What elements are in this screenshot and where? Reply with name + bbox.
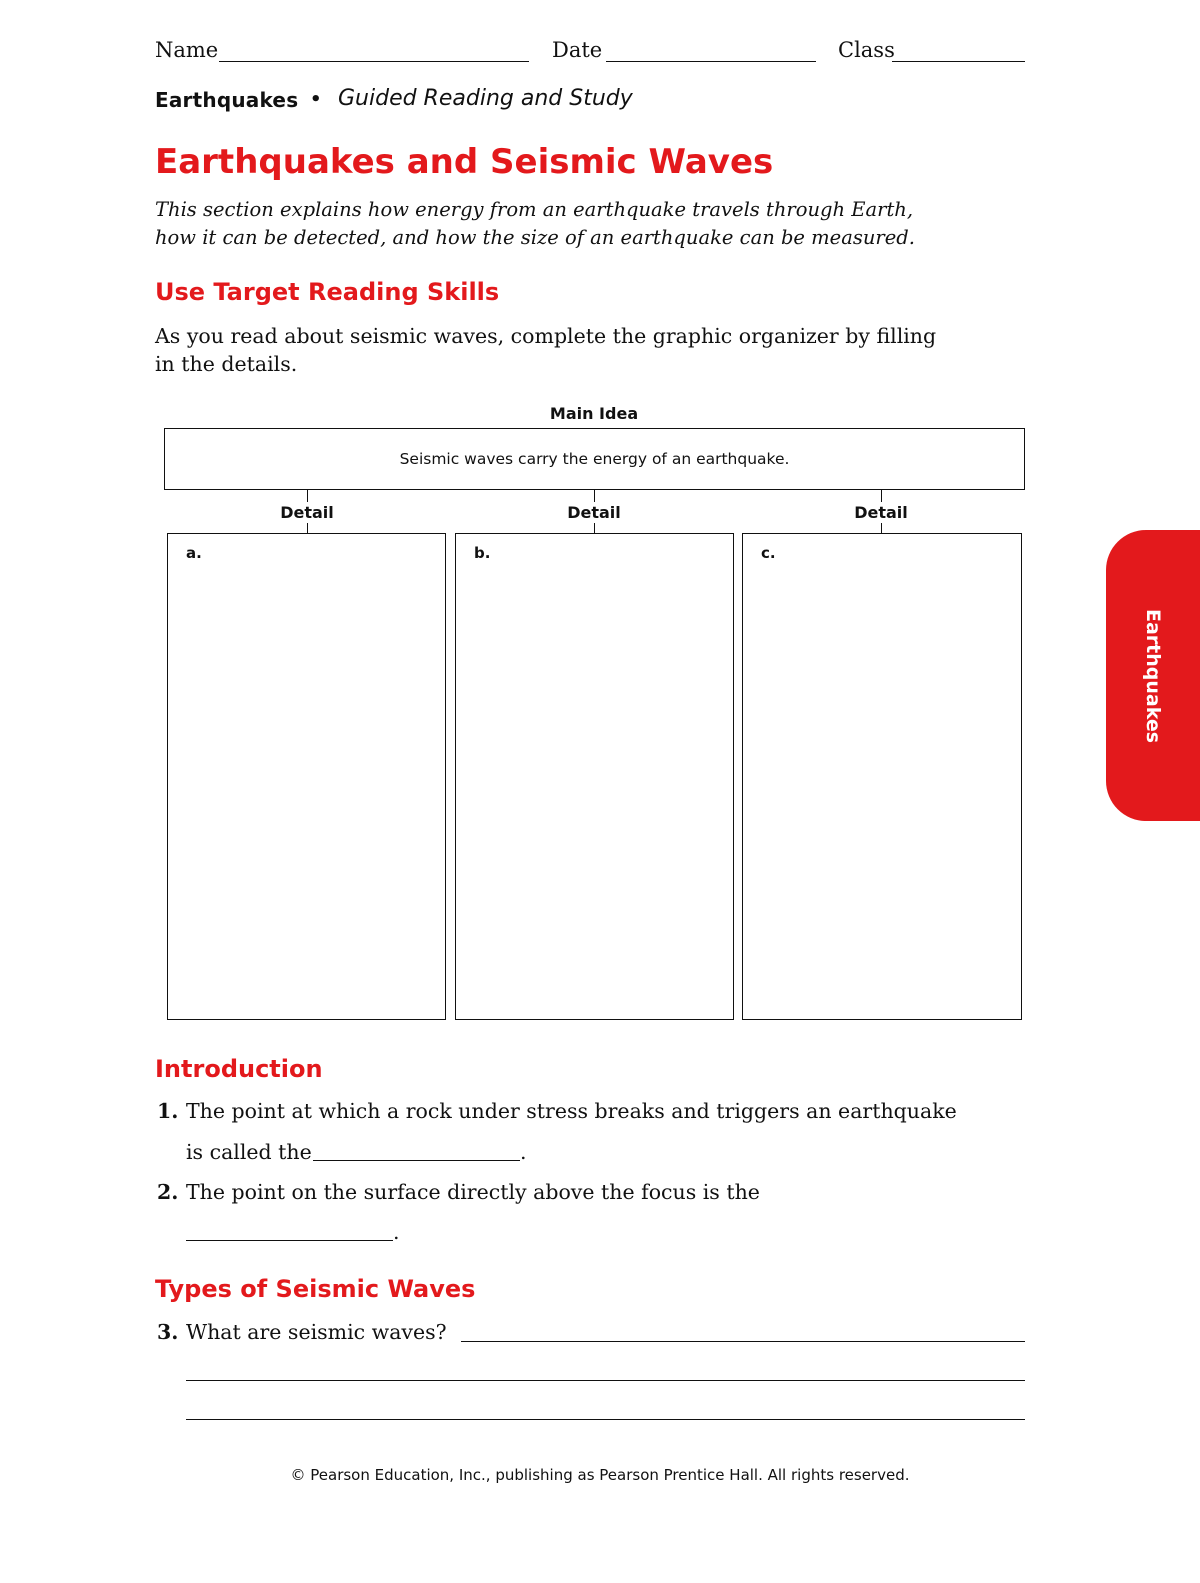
detail-box-c[interactable] xyxy=(742,533,1022,1020)
name-label: Name xyxy=(155,38,219,62)
course-subtitle: Guided Reading and Study xyxy=(338,86,633,111)
page-title: Earthquakes and Seismic Waves xyxy=(155,142,774,182)
detail-letter-b: b. xyxy=(474,544,491,562)
question-3-answer-line-2[interactable] xyxy=(186,1380,1025,1381)
class-field[interactable] xyxy=(892,61,1025,62)
question-3-number: 3. xyxy=(157,1320,179,1344)
skills-heading: Use Target Reading Skills xyxy=(155,278,500,306)
introduction-heading: Introduction xyxy=(155,1055,323,1083)
question-1-number: 1. xyxy=(157,1099,179,1123)
types-heading: Types of Seismic Waves xyxy=(155,1275,476,1303)
detail-label-a: Detail xyxy=(280,503,334,522)
question-3-answer-line-3[interactable] xyxy=(186,1419,1025,1420)
date-label: Date xyxy=(552,38,603,62)
detail-letter-a: a. xyxy=(186,544,202,562)
connector-b-top xyxy=(594,490,595,502)
side-tab-label: Earthquakes xyxy=(1142,608,1164,743)
question-2-number: 2. xyxy=(157,1180,179,1204)
date-field[interactable] xyxy=(606,61,816,62)
question-3-answer-line-1[interactable] xyxy=(461,1341,1025,1342)
main-idea-label: Main Idea xyxy=(549,404,639,423)
detail-box-a[interactable] xyxy=(167,533,446,1020)
question-1-answer-blank[interactable] xyxy=(313,1160,520,1161)
name-field[interactable] xyxy=(219,61,529,62)
connector-c-top xyxy=(881,490,882,502)
skills-instructions: As you read about seismic waves, complete the graphic organizer by filling in the details. xyxy=(155,324,937,376)
question-1-text: The point at which a rock under stress breaks and triggers an earthquake xyxy=(186,1099,957,1123)
question-2-period: . xyxy=(393,1220,400,1244)
detail-label-c: Detail xyxy=(854,503,908,522)
detail-box-b[interactable] xyxy=(455,533,734,1020)
main-idea-box xyxy=(164,428,1025,490)
question-1-period: . xyxy=(520,1140,527,1164)
chapter-side-tab xyxy=(1106,530,1200,821)
class-label: Class xyxy=(838,38,895,62)
question-3-text: What are seismic waves? xyxy=(186,1320,447,1344)
question-1-text-cont: is called the xyxy=(186,1140,312,1164)
detail-label-b: Detail xyxy=(567,503,621,522)
section-intro: This section explains how energy from an earthquake travels through Earth, how it can be detected, and how the size of an earthquake can be measured. xyxy=(155,198,915,249)
question-2-text: The point on the surface directly above the focus is the xyxy=(186,1180,760,1204)
copyright-footer: © Pearson Education, Inc., publishing as Pearson Prentice Hall. All rights reserved. xyxy=(290,1466,910,1484)
connector-a-top xyxy=(307,490,308,502)
question-2-answer-blank[interactable] xyxy=(186,1240,393,1241)
main-idea-text: Seismic waves carry the energy of an earthquake. xyxy=(399,450,790,468)
course-subject: Earthquakes xyxy=(155,88,299,112)
course-bullet: • xyxy=(310,89,322,110)
detail-letter-c: c. xyxy=(761,544,776,562)
